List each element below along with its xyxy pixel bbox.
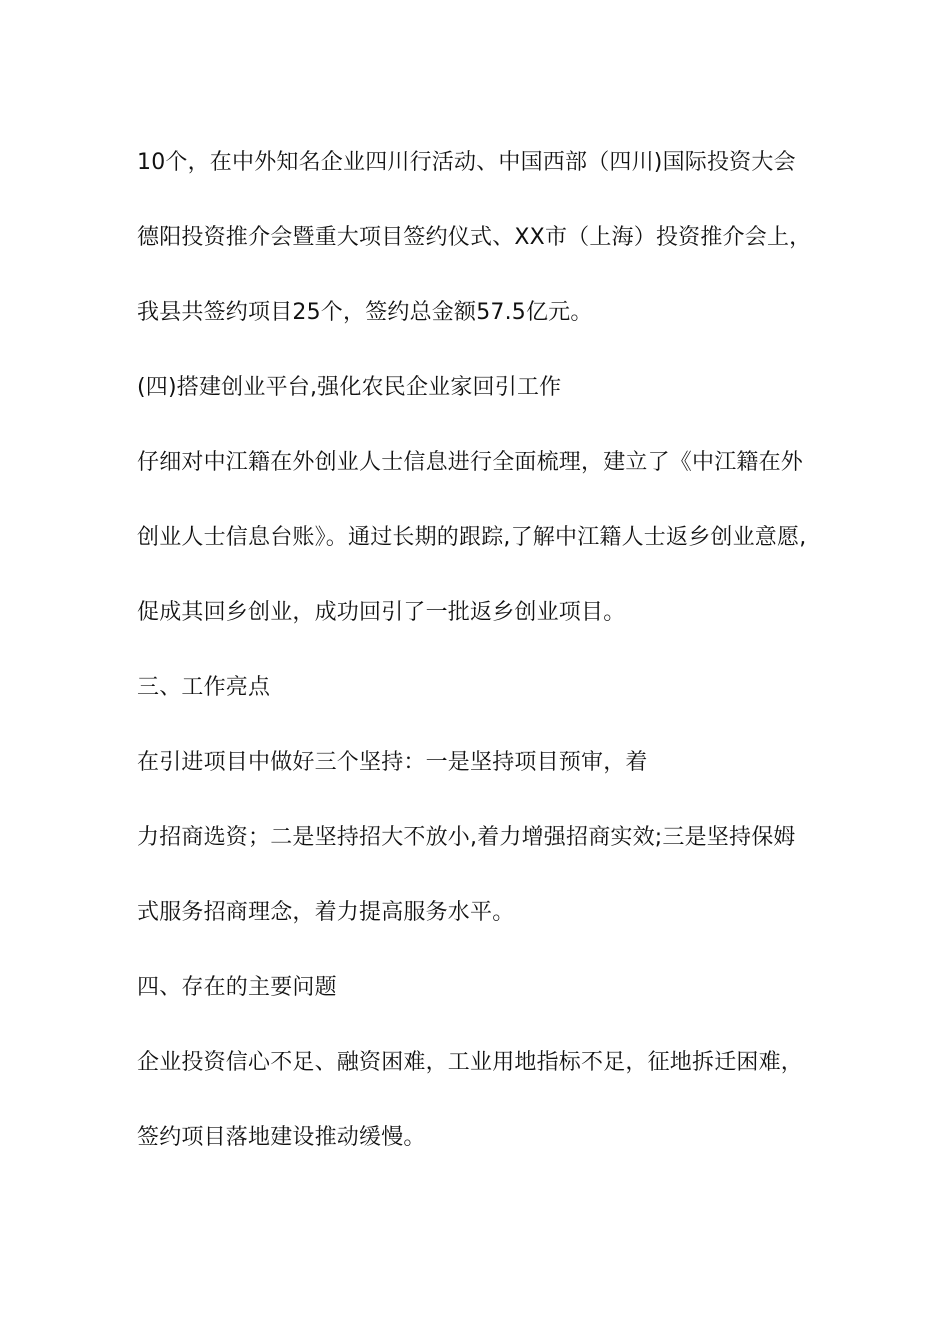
section-heading-problems: 四、存在的主要问题 bbox=[137, 975, 337, 1000]
paragraph-line-11: 式服务招商理念，着力提高服务水平。 bbox=[137, 900, 515, 925]
paragraph-line-14: 签约项目落地建设推动缓慢。 bbox=[137, 1125, 426, 1150]
paragraph-line-10: 力招商选资；二是坚持招大不放小,着力增强招商实效;三是坚持保姆 bbox=[137, 825, 796, 850]
paragraph-line-6: 创业人士信息台账》。通过长期的跟踪,了解中江籍人士返乡创业意愿, bbox=[137, 525, 807, 550]
paragraph-line-5: 仔细对中江籍在外创业人士信息进行全面梳理，建立了《中江籍在外 bbox=[137, 450, 804, 475]
paragraph-line-3: 我县共签约项目25个，签约总金额57.5亿元。 bbox=[137, 300, 593, 325]
section-heading-4: (四)搭建创业平台,强化农民企业家回引工作 bbox=[137, 375, 562, 400]
paragraph-line-9: 在引进项目中做好三个坚持：一是坚持项目预审，着 bbox=[137, 750, 648, 775]
paragraph-line-13: 企业投资信心不足、融资困难，工业用地指标不足，征地拆迁困难， bbox=[137, 1050, 804, 1075]
paragraph-line-2: 德阳投资推介会暨重大项目签约仪式、XX市（上海）投资推介会上， bbox=[137, 225, 812, 250]
section-heading-highlights: 三、工作亮点 bbox=[137, 675, 271, 700]
paragraph-line-1: 10个，在中外知名企业四川行活动、中国西部（四川)国际投资大会 bbox=[137, 150, 796, 175]
paragraph-line-7: 促成其回乡创业，成功回引了一批返乡创业项目。 bbox=[137, 600, 626, 625]
